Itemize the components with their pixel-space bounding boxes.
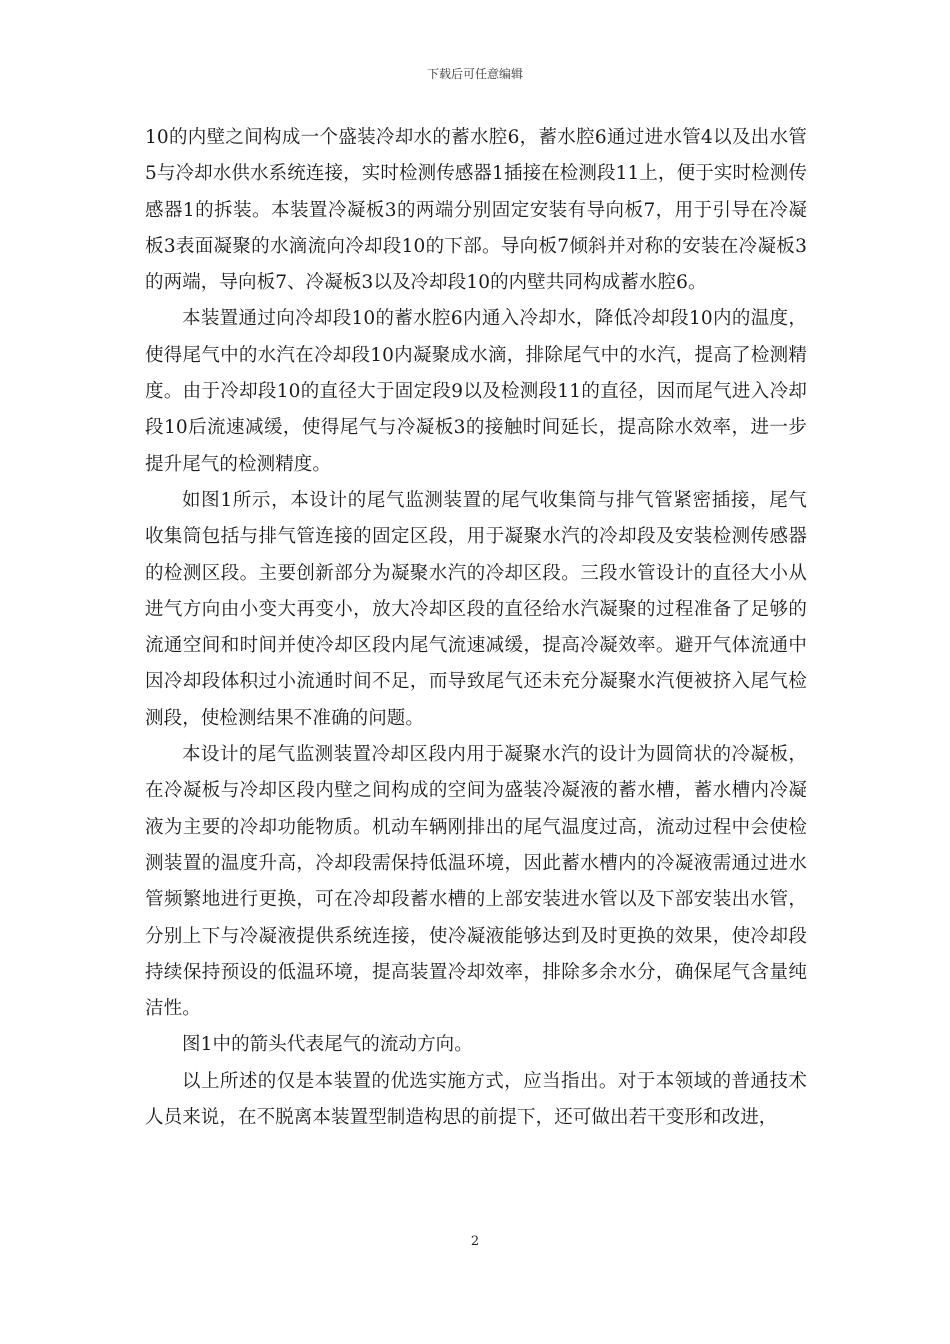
- page-number: 2: [470, 1234, 480, 1249]
- page-header: 下载后可任意编辑: [426, 67, 523, 81]
- paragraph-arrow-note: 图1中的箭头代表尾气的流动方向。: [182, 1034, 473, 1056]
- document-body: [145, 120, 807, 1136]
- paragraph-cooling-principle: 本装置通过向冷却段10的蓄水腔6内通入冷却水，降低冷却段10内的温度，使得尾气中的水汽在冷却段10内凝聚成水滴，排除尾气中的水汽，提高了检测精度。由于冷却段10的直径大于固定段9以及检测段11的直径，因而尾气进入冷却段10后流速减缓，使得尾气与冷凝板3的接触时间延长，提高除水效率，进一步提升尾气的检测精度。: [145, 308, 807, 475]
- paragraph-closing: 以上所述的仅是本装置的优选实施方式，应当指出。对于本领域的普通技术人员来说，在不脱离本装置型制造构思的前提下，还可做出若干变形和改进，: [145, 1070, 807, 1129]
- paragraph-figure-description: 如图1所示，本设计的尾气监测装置的尾气收集筒与排气管紧密插接，尾气收集筒包括与排气管连接的固定区段，用于凝聚水汽的冷却段及安装检测传感器的检测区段。主要创新部分为凝聚水汽的冷却区段。三段水管设计的直径大小从进气方向由小变大再变小，放大冷却区段的直径给水汽凝聚的过程准备了足够的流通空间和时间并使冷却区段内尾气流速减缓，提高冷凝效率。避开气体流通中因冷却段体积过小流通时间不足，而导致尾气还未充分凝聚水汽便被挤入尾气检测段，使检测结果不准确的问题。: [145, 489, 807, 729]
- paragraph-continuation: 10的内壁之间构成一个盛装冷却水的蓄水腔6，蓄水腔6通过进水管4以及出水管5与冷却水供水系统连接，实时检测传感器1插接在检测段11上，便于实时检测传感器1的拆装。本装置冷凝板3的两端分别固定安装有导向板7，用于引导在冷凝板3表面凝聚的水滴流向冷却段10的下部。导向板7倾斜并对称的安装在冷凝板3的两端，导向板7、冷凝板3以及冷却段10的内壁共同构成蓄水腔6。: [145, 127, 807, 294]
- paragraph-condenser-design: 本设计的尾气监测装置冷却区段内用于凝聚水汽的设计为圆筒状的冷凝板，在冷凝板与冷却区段内壁之间构成的空间为盛装冷凝液的蓄水槽，蓄水槽内冷凝液为主要的冷却功能物质。机动车辆刚排出的尾气温度过高，流动过程中会使检测装置的温度升高，冷却段需保持低温环境，因此蓄水槽内的冷凝液需通过进水管频繁地进行更换，可在冷却段蓄水槽的上部安装进水管以及下部安装出水管，分别上下与冷凝液提供系统连接，使冷凝液能够达到及时更换的效果，使冷却段持续保持预设的低温环境，提高装置冷却效率，排除多余水分，确保尾气含量纯洁性。: [145, 744, 807, 1020]
